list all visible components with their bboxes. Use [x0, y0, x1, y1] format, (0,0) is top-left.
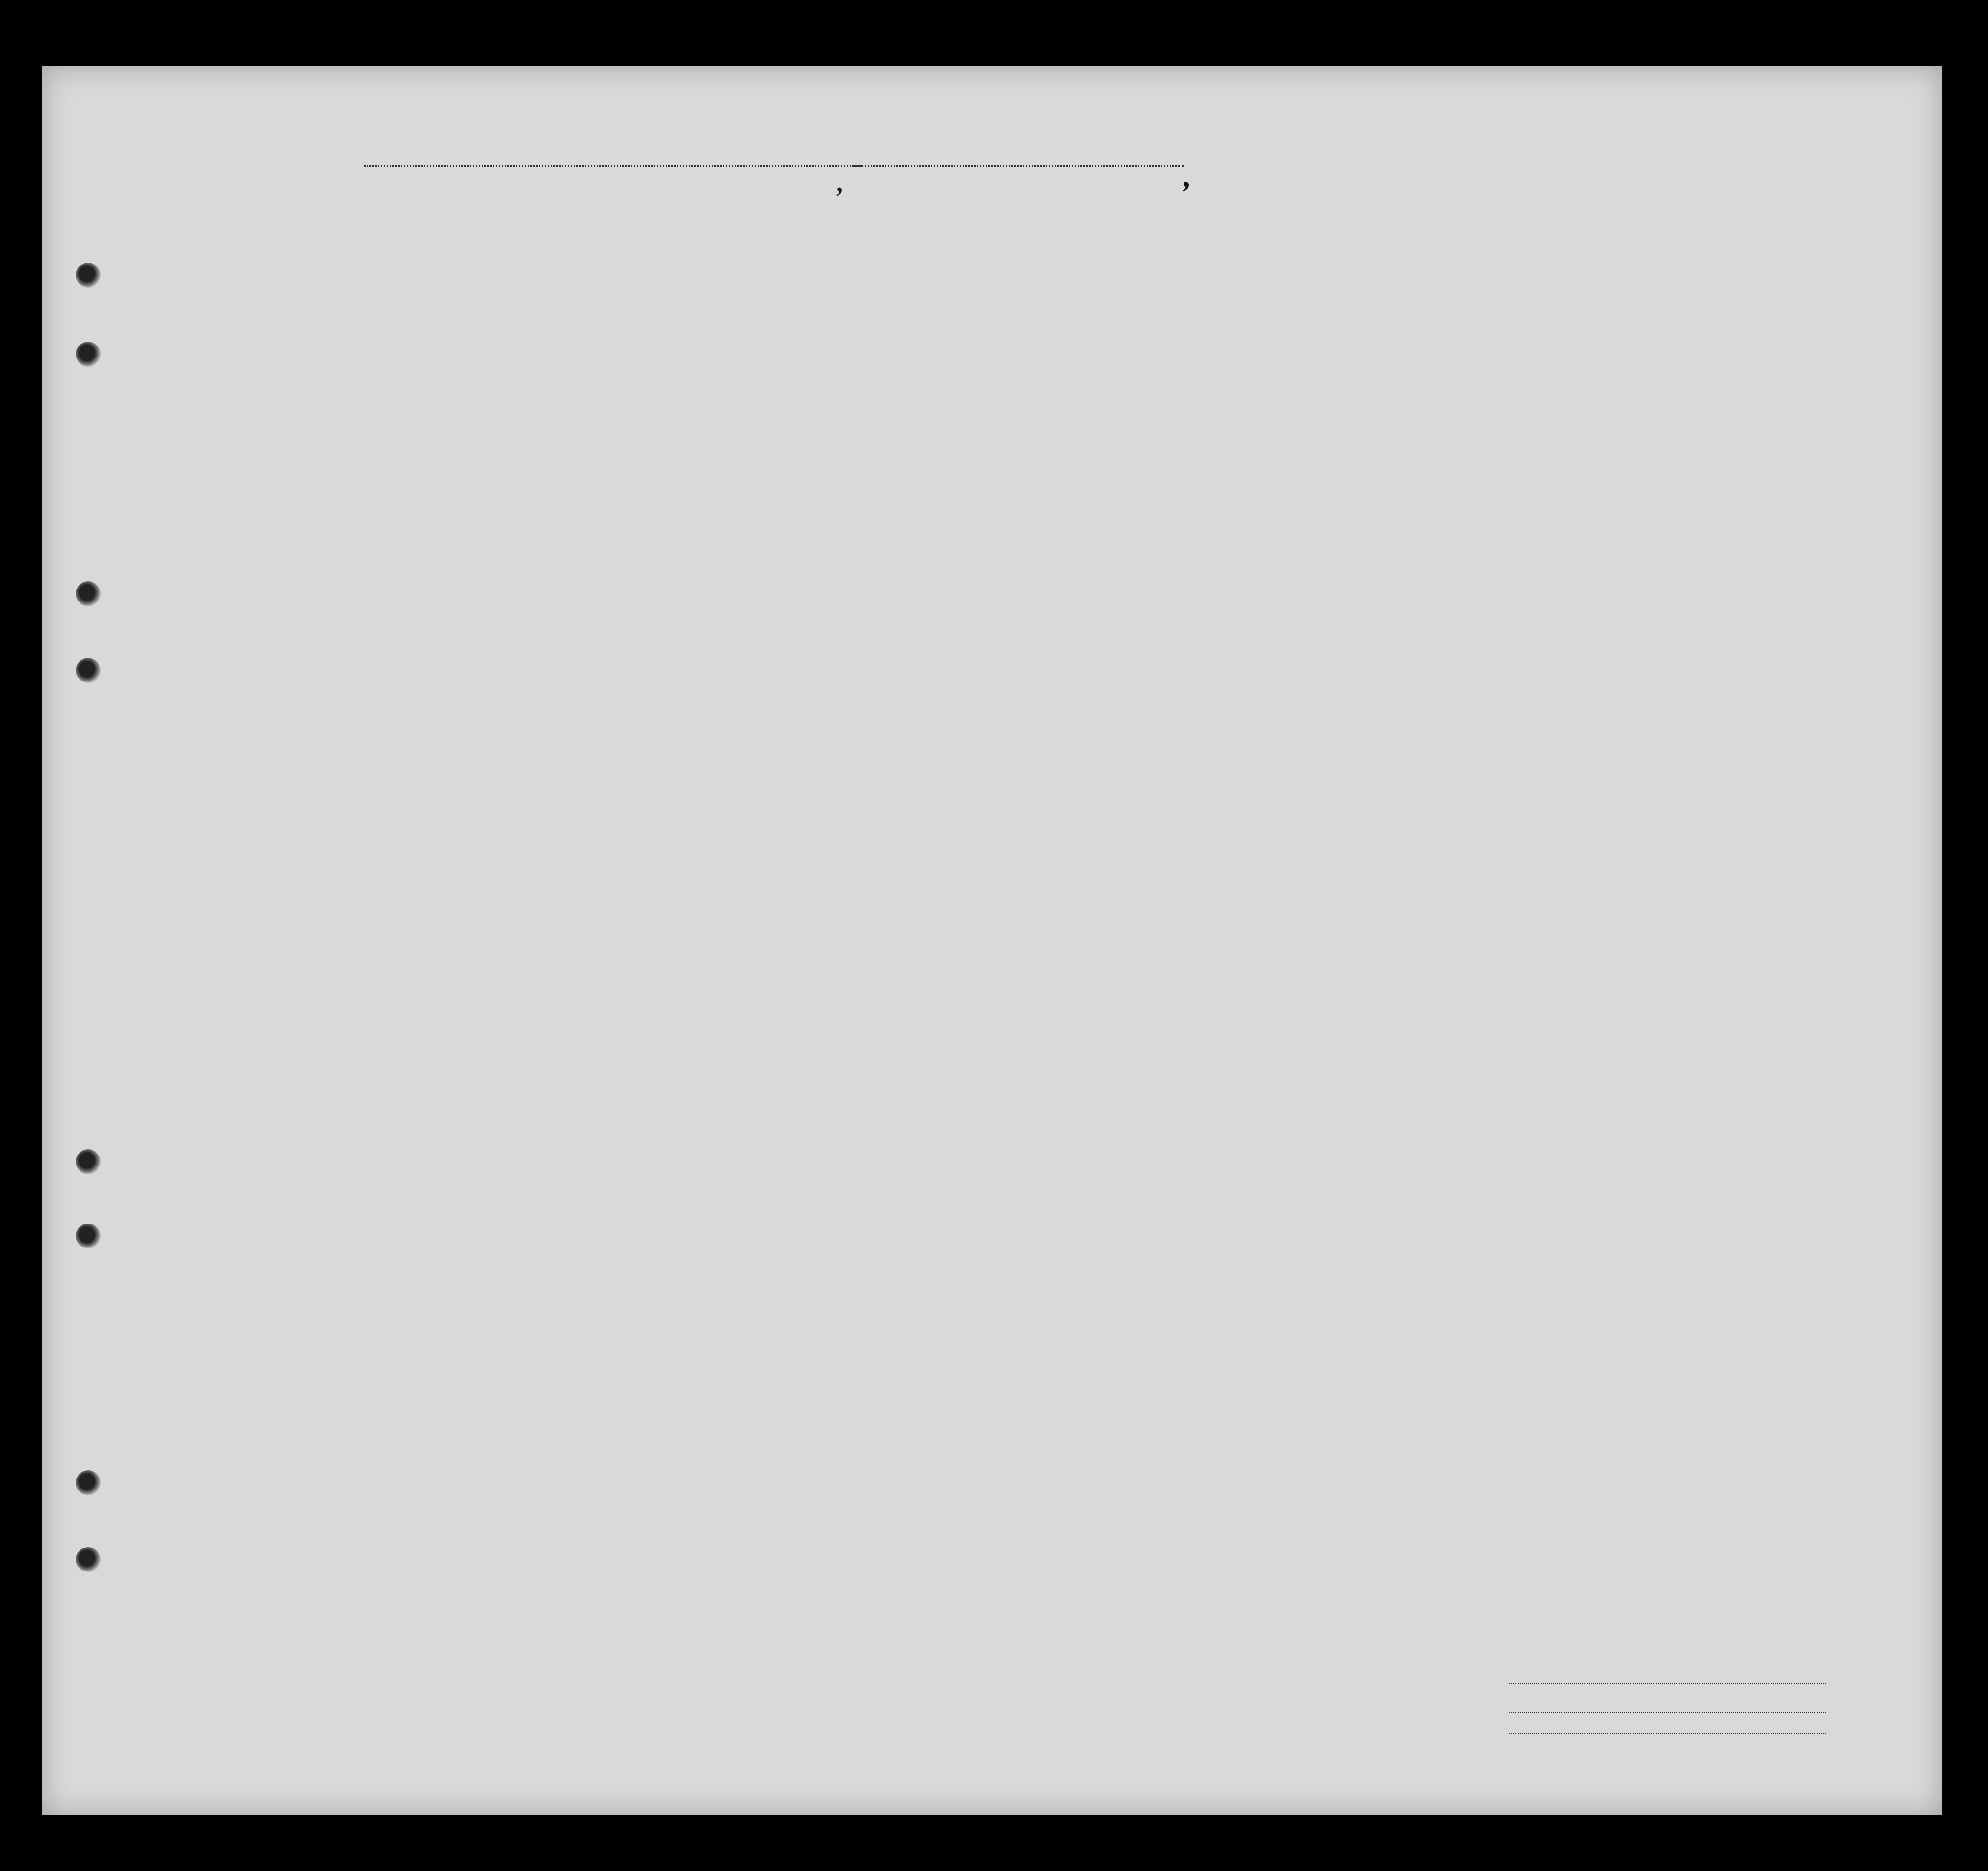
- arrival-year-prefix: ,: [1184, 159, 1192, 194]
- punch-hole: [76, 1149, 101, 1174]
- punch-hole: [76, 263, 101, 288]
- arrival-port: [364, 165, 862, 167]
- punch-hole: [76, 1547, 101, 1572]
- punch-hole: [76, 1470, 101, 1495]
- signature-owners-field[interactable]: [1509, 1712, 1826, 1713]
- signature-line-field[interactable]: [1509, 1683, 1826, 1684]
- comma: ,: [836, 168, 843, 198]
- punch-hole: [76, 342, 101, 367]
- punch-hole: [76, 1224, 101, 1248]
- manifest-table: [122, 213, 1895, 1567]
- arrival-date: [853, 165, 1184, 167]
- punch-hole: [76, 581, 101, 606]
- signature-agents-field[interactable]: [1509, 1733, 1826, 1734]
- punch-hole: [76, 658, 101, 683]
